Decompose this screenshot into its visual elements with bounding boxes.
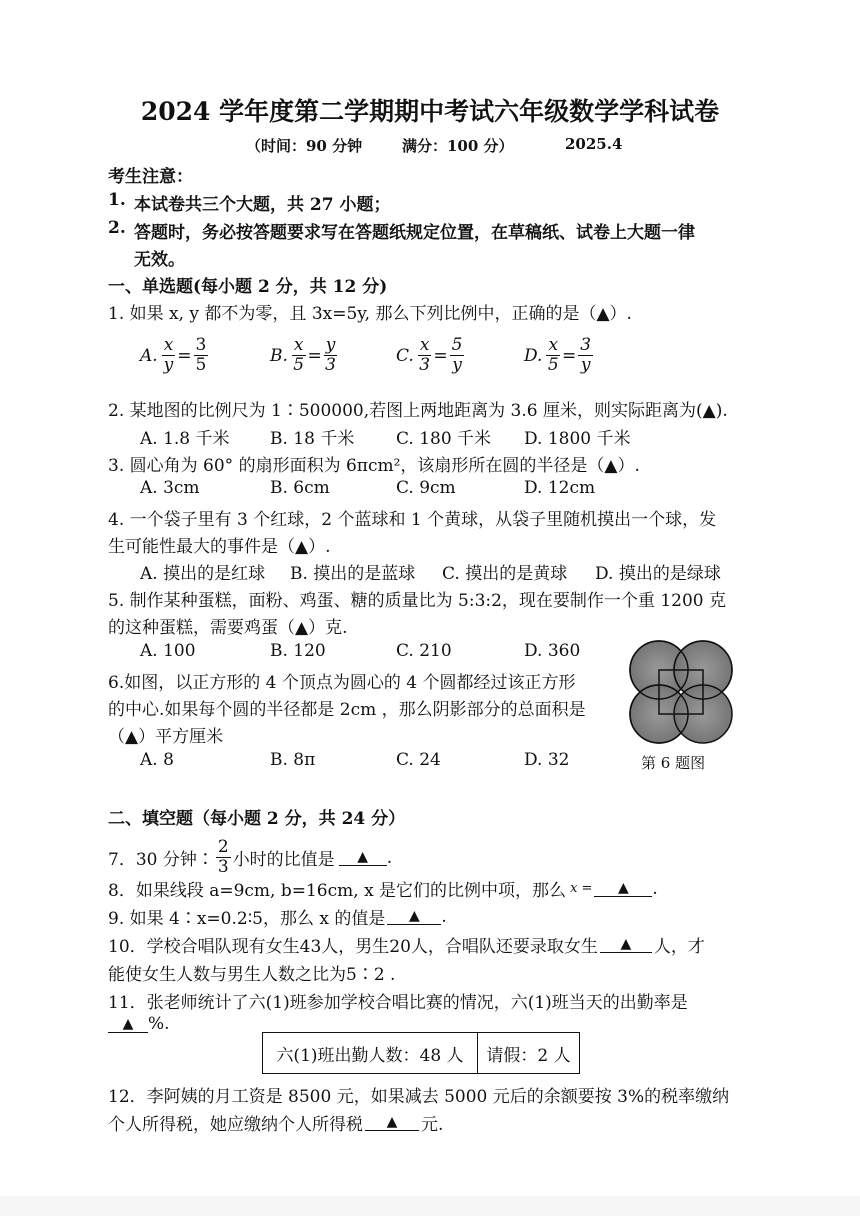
- section1-heading: 一、单选题(每小题 2 分，共 12 分): [108, 277, 388, 297]
- q10-answer-blank[interactable]: ▲: [600, 936, 652, 953]
- q3-option-c: C. 9cm: [396, 478, 456, 498]
- q1-b-rden: 3: [325, 355, 336, 375]
- q1-option-c-label: C.: [396, 345, 414, 366]
- q7-answer-blank[interactable]: ▲: [339, 849, 387, 866]
- q1-d-rnum: 3: [580, 335, 592, 355]
- q1-a-lden: y: [163, 355, 174, 375]
- q2-option-b: B. 18 千米: [270, 429, 355, 449]
- q11-end: %.: [148, 1014, 170, 1034]
- q3-text: 3. 圆心角为 60° 的扇形面积为 6πcm²，该扇形所在圆的半径是（▲）.: [108, 456, 640, 476]
- q9-end: .: [441, 906, 447, 927]
- q12-line2-prefix: 个人所得税，她应缴纳个人所得税: [108, 1115, 363, 1135]
- q1-d-lnum: x: [548, 335, 559, 355]
- exam-title: 2024 学年度第二学期期中考试六年级数学学科试卷: [140, 97, 720, 126]
- q8-text: 8．如果线段 a=9cm, b=16cm, x 是它们的比例中项，那么: [108, 881, 567, 901]
- q10-line1-prefix: 10．学校合唱队现有女生43人，男生20人，合唱队还要录取女生: [108, 937, 598, 957]
- notice-item1: 本试卷共三个大题，共 27 小题；: [134, 195, 391, 215]
- notice-heading: 考生注意：: [108, 167, 193, 187]
- q1-option-a-label: A.: [140, 345, 158, 366]
- q5-option-a: A. 100: [140, 641, 196, 661]
- q3-option-d: D. 12cm: [524, 478, 596, 498]
- q7-end: .: [386, 847, 393, 868]
- q1-b-rnum: y: [325, 335, 336, 355]
- q1-option-c: C. $\frac{x}{3}$ = $\frac{5}{y}$: [396, 335, 463, 375]
- q6-option-a: A. 8: [140, 750, 174, 770]
- q1-a-lnum: x: [163, 335, 174, 355]
- q5-line2: 的这种蛋糕，需要鸡蛋（▲）克.: [108, 618, 348, 638]
- q2-text: 2. 某地图的比例尺为 1∶500000,若图上两地距离为 3.6 厘米，则实际距离为(▲).: [108, 401, 728, 421]
- q7-frac-den: 3: [217, 857, 229, 877]
- q1-c-rnum: 5: [451, 335, 463, 355]
- q11-attendance-table: [262, 1032, 580, 1074]
- section2-heading: 二、填空题（每小题 2 分，共 24 分）: [108, 809, 406, 829]
- q5-option-d: D. 360: [524, 641, 581, 661]
- q1-c-lnum: x: [419, 335, 430, 355]
- q5-line1: 5. 制作某种蛋糕，面粉、鸡蛋、糖的质量比为 5:3:2，现在要制作一个重 1200 克: [108, 591, 727, 611]
- notice-item2-num: 2.: [108, 218, 126, 238]
- q5-option-b: B. 120: [270, 641, 326, 661]
- q12-end: 元.: [421, 1115, 444, 1135]
- notice-item2-line1: 答题时，务必按答题要求写在答题纸规定位置，在草稿纸、试卷上大题一律: [134, 223, 695, 243]
- q1-option-d: D. $\frac{x}{5}$ = $\frac{3}{y}$: [524, 335, 592, 375]
- q6-line1: 6.如图，以正方形的 4 个顶点为圆心的 4 个圆都经过该正方形: [108, 673, 576, 693]
- q1-c-rden: y: [452, 355, 462, 375]
- notice-item1-num: 1.: [108, 190, 126, 210]
- q4-option-c: C. 摸出的是黄球: [442, 564, 568, 584]
- q1-d-rden: y: [580, 355, 591, 375]
- exam-date: 2025.4: [565, 135, 623, 153]
- q7-suffix: 小时的比值是: [232, 850, 335, 870]
- q1-option-a: A. $\frac{x}{y}$ = $\frac{3}{5}$: [140, 335, 207, 375]
- q9-text: 9. 如果 4∶x=0.2∶5，那么 x 的值是: [108, 909, 386, 929]
- q4-line1: 4. 一个袋子里有 3 个红球，2 个蓝球和 1 个黄球，从袋子里随机摸出一个球，发: [108, 510, 717, 530]
- q4-option-b: B. 摸出的是蓝球: [290, 564, 416, 584]
- q9-answer-blank[interactable]: ▲: [387, 908, 441, 925]
- q1-a-rden: 5: [195, 355, 207, 375]
- q11-table-cell-attendance: 六(1)班出勤人数：48 人: [263, 1033, 478, 1073]
- q6-option-b: B. 8π: [270, 750, 316, 770]
- q8-end: .: [652, 878, 658, 899]
- q6-figure-caption: 第 6 题图: [641, 754, 706, 772]
- q1-b-lnum: x: [293, 335, 304, 355]
- q9: [108, 904, 447, 929]
- q2-option-d: D. 1800 千米: [524, 429, 631, 449]
- q11-line2: [108, 1014, 170, 1034]
- q3-option-b: B. 6cm: [270, 478, 330, 498]
- q7-prefix: 7．30 分钟∶: [108, 850, 214, 870]
- q1-a-rnum: 3: [195, 335, 207, 355]
- q8-answer-blank[interactable]: ▲: [594, 880, 652, 897]
- q2-option-c: C. 180 千米: [396, 429, 492, 449]
- q10-line1-suffix: 人，才: [653, 937, 705, 957]
- notice-item2-line2: 无效。: [134, 250, 185, 270]
- q4-option-a: A. 摸出的是红球: [140, 564, 266, 584]
- q3-option-a: A. 3cm: [140, 478, 200, 498]
- q1-d-lden: 5: [547, 355, 559, 375]
- exam-time: （时间：90 分钟: [246, 137, 363, 155]
- q1-option-b-label: B.: [270, 345, 288, 366]
- q11-table-cell-leave: 请假：2 人: [486, 1045, 571, 1066]
- q4-option-d: D. 摸出的是绿球: [595, 564, 721, 584]
- q7: [108, 838, 392, 877]
- q12-line2: [108, 1110, 443, 1135]
- exam-score: 满分：100 分）: [402, 137, 514, 155]
- q6-line3: （▲）平方厘米: [108, 727, 224, 747]
- q1-option-d-label: D.: [524, 345, 543, 366]
- q6-option-c: C. 24: [396, 750, 441, 770]
- q10-line2: 能使女生人数与男生人数之比为5∶2 .: [108, 965, 396, 985]
- q11-line1: 11．张老师统计了六(1)班参加学校合唱比赛的情况，六(1)班当天的出勤率是: [108, 993, 688, 1013]
- q11-answer-blank[interactable]: ▲: [108, 1016, 148, 1033]
- q1-text: 1. 如果 x, y 都不为零，且 3x=5y, 那么下列比例中，正确的是（▲）.: [108, 304, 632, 324]
- q1-option-b: B. $\frac{x}{5}$ = $\frac{y}{3}$: [270, 335, 336, 375]
- q6-line2: 的中心.如果每个圆的半径都是 2cm ，那么阴影部分的总面积是: [108, 700, 586, 720]
- q8: [108, 876, 658, 901]
- q6-option-d: D. 32: [524, 750, 570, 770]
- q10-line1: [108, 932, 705, 957]
- page-bottom-edge: [0, 1196, 860, 1216]
- q12-answer-blank[interactable]: ▲: [365, 1114, 419, 1131]
- q12-line1: 12．李阿姨的月工资是 8500 元，如果减去 5000 元后的余额要按 3%的税率缴纳: [108, 1087, 730, 1107]
- q1-c-lden: 3: [419, 355, 431, 375]
- q8-var: x =: [570, 881, 593, 896]
- q1-b-lden: 5: [293, 355, 305, 375]
- q7-frac-num: 2: [217, 837, 229, 857]
- q5-option-c: C. 210: [396, 641, 452, 661]
- q2-option-a: A. 1.8 千米: [140, 429, 230, 449]
- q4-line2: 生可能性最大的事件是（▲）.: [108, 537, 331, 557]
- q6-figure: [625, 636, 737, 748]
